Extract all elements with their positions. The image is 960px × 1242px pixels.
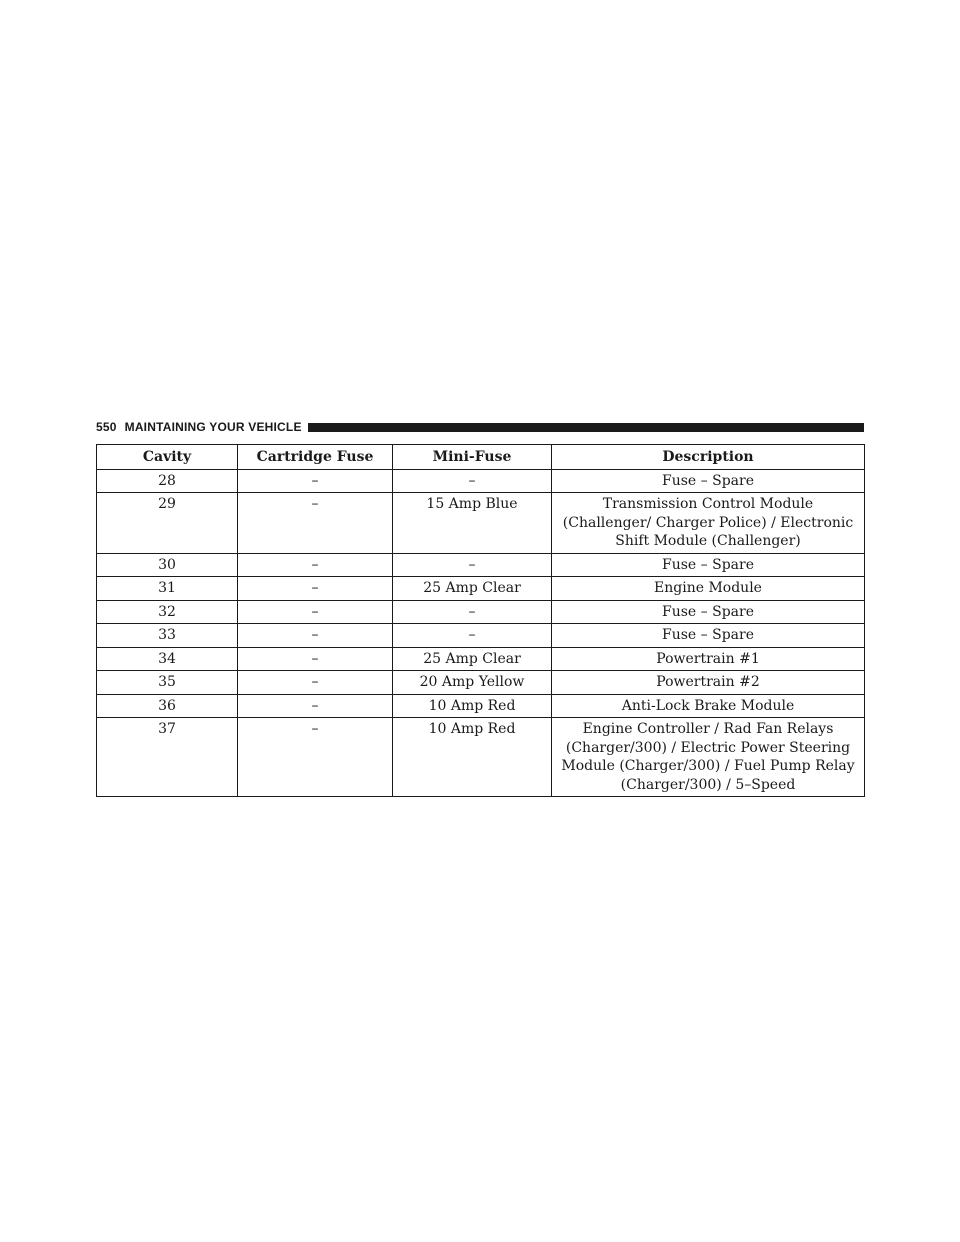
cell-cartridge-fuse: – [238,600,393,624]
cell-cavity: 29 [97,493,238,554]
cell-mini-fuse: 25 Amp Clear [393,577,552,601]
page-header [96,419,864,435]
cell-mini-fuse: 20 Amp Yellow [393,671,552,695]
table-row [97,600,865,624]
cell-mini-fuse: 10 Amp Red [393,694,552,718]
cell-cavity: 30 [97,553,238,577]
fuse-table [96,444,865,797]
cell-mini-fuse: 10 Amp Red [393,718,552,797]
cell-description: Powertrain #2 [552,671,865,695]
table-row [97,718,865,797]
cell-cavity: 34 [97,647,238,671]
column-header-cartridge-fuse: Cartridge Fuse [238,445,393,470]
table-row [97,577,865,601]
cell-cartridge-fuse: – [238,469,393,493]
cell-cartridge-fuse: – [238,553,393,577]
cell-description: Fuse – Spare [552,600,865,624]
cell-cartridge-fuse: – [238,694,393,718]
cell-description: Transmission Control Module (Challenger/ Charger Police) / Electronic Shift Module (Challenger) [552,493,865,554]
column-header-cavity: Cavity [97,445,238,470]
cell-description: Engine Controller / Rad Fan Relays (Charger/300) / Electric Power Steering Module (Charger/300) / Fuel Pump Relay (Charger/300) / 5–Speed [552,718,865,797]
cell-mini-fuse: – [393,600,552,624]
cell-description: Engine Module [552,577,865,601]
cell-mini-fuse: – [393,624,552,648]
cell-cartridge-fuse: – [238,718,393,797]
cell-mini-fuse: 25 Amp Clear [393,647,552,671]
cell-description: Fuse – Spare [552,553,865,577]
cell-cavity: 35 [97,671,238,695]
cell-cartridge-fuse: – [238,493,393,554]
table-row [97,694,865,718]
cell-cartridge-fuse: – [238,671,393,695]
table-row [97,624,865,648]
cell-cavity: 37 [97,718,238,797]
cell-cartridge-fuse: – [238,624,393,648]
section-title: MAINTAINING YOUR VEHICLE [124,420,302,434]
cell-cartridge-fuse: – [238,577,393,601]
table-row [97,493,865,554]
cell-cavity: 36 [97,694,238,718]
table-row [97,553,865,577]
cell-cartridge-fuse: – [238,647,393,671]
column-header-mini-fuse: Mini-Fuse [393,445,552,470]
cell-mini-fuse: – [393,469,552,493]
table-row [97,469,865,493]
fuse-table-body [97,469,865,797]
cell-description: Anti-Lock Brake Module [552,694,865,718]
cell-cavity: 28 [97,469,238,493]
cell-description: Fuse – Spare [552,624,865,648]
cell-description: Powertrain #1 [552,647,865,671]
header-rule [308,423,864,432]
cell-cavity: 31 [97,577,238,601]
column-header-description: Description [552,445,865,470]
cell-cavity: 33 [97,624,238,648]
cell-cavity: 32 [97,600,238,624]
cell-mini-fuse: – [393,553,552,577]
table-header-row [97,445,865,470]
page-number: 550 [96,420,117,434]
table-row [97,671,865,695]
cell-mini-fuse: 15 Amp Blue [393,493,552,554]
cell-description: Fuse – Spare [552,469,865,493]
table-row [97,647,865,671]
